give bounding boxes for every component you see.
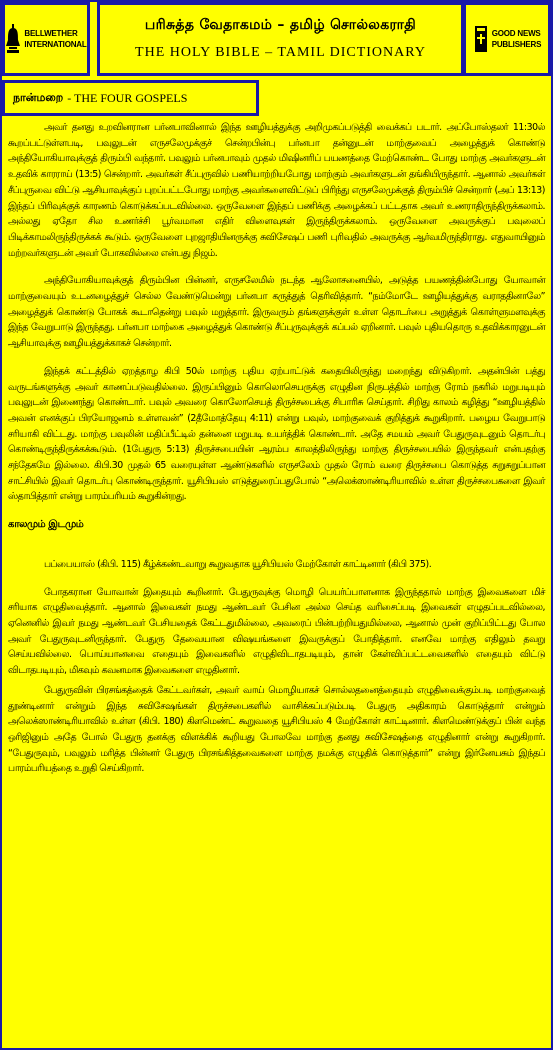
right-logo-line1: GOOD NEWS: [491, 29, 541, 38]
paragraph-4: பப்பையாஸ் (கிபி. 115) கீழ்க்கண்டவாறு கூறுவதாக யூசிபியஸ் மேற்கோள் காட்டினார் (கிபி 375).: [44, 558, 432, 570]
left-logo-line2: INTERNATIONAL: [24, 40, 87, 49]
paragraph-5: போதகரான யோவான் இதையும் கூறினார். பேதுருவுக்கு மொழி பெயர்ப்பாளனாக இருந்ததால் மாற்கு இவைகளை மிச் சரியாக எழுதிவைத்தார். ஆனால் இவைகள் நமது ஆண்டவர் பேசின அல்ல செய்த வரிசைப்படி இவைகள் எழுதப்படவில்லை, ஏனெனில் இவர் நமது ஆண்டவர் பேசியதைக் கேட்டதுமில்லை, அவரைப் பின்பற்றியதுமில்லை, ஆனால் முன் குறிப்பிட்டது போல அவர் பேதுருவுடனிருந்தார். பேதுரு தேவையான விஷயங்களை இவருக்குப் போதித்தார். எனவே மாற்கு எதிலும் தவறு செய்யவில்லை. பொய்யானவை எதையும் இவைகளில் எழுதிவிடாதபடியும், தான் கேள்விப்பட்டவைகளில் எதையும் விட்டு விடாதபடியும், மிகவும் கவனமாக இவைகளை எழுதினார்.: [8, 586, 545, 677]
header: [2, 2, 551, 78]
title-english: THE HOLY BIBLE – TAMIL DICTIONARY: [135, 45, 426, 60]
section-title-tamil: நான்மறை: [13, 90, 64, 104]
good-news-logo: [463, 2, 551, 76]
book-icon: [473, 24, 489, 54]
bellwether-logo: [2, 2, 90, 76]
paragraph-2: அந்தியோகியாவுக்குத் திரும்பின பின்னர், எருசலேமில் நடந்த ஆலோசனையில், அடுத்த பயணத்தின்போது யோவான் மாற்குவையும் உடனழைத்துச் செல்ல வேண்டுமென்று பர்னபா கருத்துத் தெரிவித்தார். “நம்மோடே ஊழியத்துக்கு வராததினாலே” அழைத்துக் கொண்டு போகக் கூடாதென்று பவுல் மறுத்தார். இருவரும் தங்களுக்குள் உள்ள தொடர்பை அறுத்துக் கொள்ளுமளவுக்கு இந்த வேறுபாடு இருந்தது. பர்னபா மாற்கை அழைத்துக் கொண்டு சீப்புருவுக்குக் கப்பல் ஏறினார். பவுல் புதியதொரு உதவிக்காரனுடன் ஆசியாவுக்கு ஊழியத்துக்காகச் சென்றார்.: [8, 275, 545, 350]
paragraph-1: அவர் தனது உறவினரான பர்னபாவினால் இந்த ஊழியத்துக்கு அறிமுகப்படுத்தி வைக்கப் படார். அப்போஸ்தலர் 11:30ல் கூறப்பட்டுள்ளபடி, பவுலுடன் எருசலேமுக்குச் சென்றபின்பு பர்னபா தன்னுடன் மாற்குவைப் அழைத்துக் கொண்டு அந்தியோகியாவுக்குத் திரும்பி வந்தார். பவுலும் பர்னபாவும் முதல் மிஷினரிப் பயணத்தை மேற்கொண்ட போது மாற்கு அவர்களுடன் உதவிக் காரராய் (13:5) சென்றார். அவர்கள் சீப்புருவில் பணியாற்றியபோது மாற்கும் அவர்களுடன் தங்கியிருந்தார். ஆனால் அவர்கள் சீப்புருவை விட்டு ஆசியாவுக்குப் புறப்பட்டபோது மாற்கு அவர்களைவிட்டுப் பிரிந்து எருசலேமுக்குத் திரும்பிச் சென்றார் (அப் 13:13) இந்தப் பிரிவுக்குக் காரணம் கொடுக்கப்படவில்லை. ஒருவேளை இந்தப் பணிக்கு அழைக்கப் பட்டதாக அவர் உணராதிருந்திருக்கலாம். அல்லது ஏதோ சில உணர்ச்சி பூர்வமான எதிர் விளைவுகள் இருந்திருக்கலாம். ஒருவேளை அவருக்குப் பவுலைப் பிடிக்காமலிருந்திருக்கக் கூடும். ஒருவேளை புறஜாதியினருக்கு சுவிசேஷப் பணி புரிவதில் அவருக்கு ஆர்வமிருந்திராது. எதுவாயினும் மற்றவர்களுடன் அவர் போகவில்லை என்பது நிஜம்.: [8, 122, 545, 259]
paragraph-6: பேதுருவின் பிரசங்கத்தைக் கேட்டவர்கள், அவர் வாய் மொழியாகச் சொல்லதனைத்தையும் எழுதிவைக்கும்படி மாற்குவைத் தூண்டினார் என்றும் இந்த சுவிசேஷங்கள் திருச்சபைகளில் வாசிக்கப்படும்படி பேதுரு அதிகாரம் கொடுத்தார் என்றும் அலெக்ஸாண்டிரியாவில் உள்ள (கிபி. 180) கிளமெண்ட் கூறுவதை யூசிபியஸ் 4 மேற்கோள் காட்டினார். கிளமெண்டுக்குப் பின் வந்த ஒரிஜினும் அதே போல் பேதுரு தனக்கு விளக்கிக் கூறியது போலவே மாற்கு தனது சுவிசேஷத்தை எழுதினார் என்று கூறுகிறார். “பேதுருவும், பவுலும் மரித்த பின்னர் பேதுரு பிரசங்கித்தவைகளை மாற்கு நமக்கு எழுதிக் கொடுத்தார்” என்று இர்னேயசும் இந்தப் பாரம்பரியத்தை உறுதி செய்கிறார்.: [8, 684, 545, 775]
title-box: [97, 2, 464, 76]
left-logo-line1: BELLWETHER: [24, 29, 78, 38]
paragraph-3: இந்தக் கட்டத்தில் ஏறத்தாழ கிபி 50ல் மாற்கு புதிய ஏற்பாட்டுக் கதையிலிருந்து மறைந்து விடுகிறார். அதன்பின் பத்து வருடங்களுக்கு அவர் காணப்படுவதில்லை. இருப்பினும் கொலொசெயருக்கு எழுதின நிருபத்தில் மாற்கு ரோம் நகரில் மறுபடியும் பவுலுடன் இணைந்து கொண்டார். பவுல் அவரை கொலோசெயத் திருச்சபைக்கு சிபாரிசு செய்தார். சிறிது காலம் கழித்து “ஊழியத்தில் அவன் எனக்குப் பிரயோஜனம் உள்ளவன்” (2தீமோத்தேயு 4:11) என்று பவுல், மாற்குவைக் குறித்துக் கூறுகிறார். பழைய வேறுபாடு சரியாகி விட்டது. மாற்கு பவுலின் மதிப்பீட்டில் தன்னை மறுபடி உயர்த்திக் கொண்டார். அதே சமயம் அவர் பேதுருவுடனும் தொடர்பு கொண்டிருந்திருக்கக்கூடும். (1பேதுரு 5:13) திருச்சபையின் ஆரம்ப காலத்திலிருந்து மாற்கு திருச்சபையில் இருந்தவர் என்பதற்கு சந்தேகமே இல்லை. கிபி.30 முதல் 65 வரையுள்ள ஆண்டுகளில் எருசலேம் முதல் ரோம் வரை திருச்சபை கொடுத்த சுறுசுறுப்பான சாட்சியில் இவர் தொடர்பு கொண்டிருந்தார். யூசிபியஸ் எடுத்துரைப்பதுபோல் “அலெக்ஸாண்டிரியாவில் உள்ள திருச்சபைகளை இவர் ஸ்தாபித்தார் என்று பாரம்பரியம் கூறுகின்றது.: [8, 365, 545, 503]
section-tab: [2, 80, 259, 116]
bellwether-bell-icon: [5, 24, 21, 54]
subheading: காலமும் இடமும்: [8, 519, 84, 531]
title-tamil: பரிசுத்த வேதாகமம் – தமிழ் சொல்லகராதி: [144, 17, 417, 33]
right-logo-line2: PUBLISHERS: [491, 40, 542, 49]
section-title-english: - THE FOUR GOSPELS: [67, 90, 188, 105]
article-body: [8, 120, 545, 789]
